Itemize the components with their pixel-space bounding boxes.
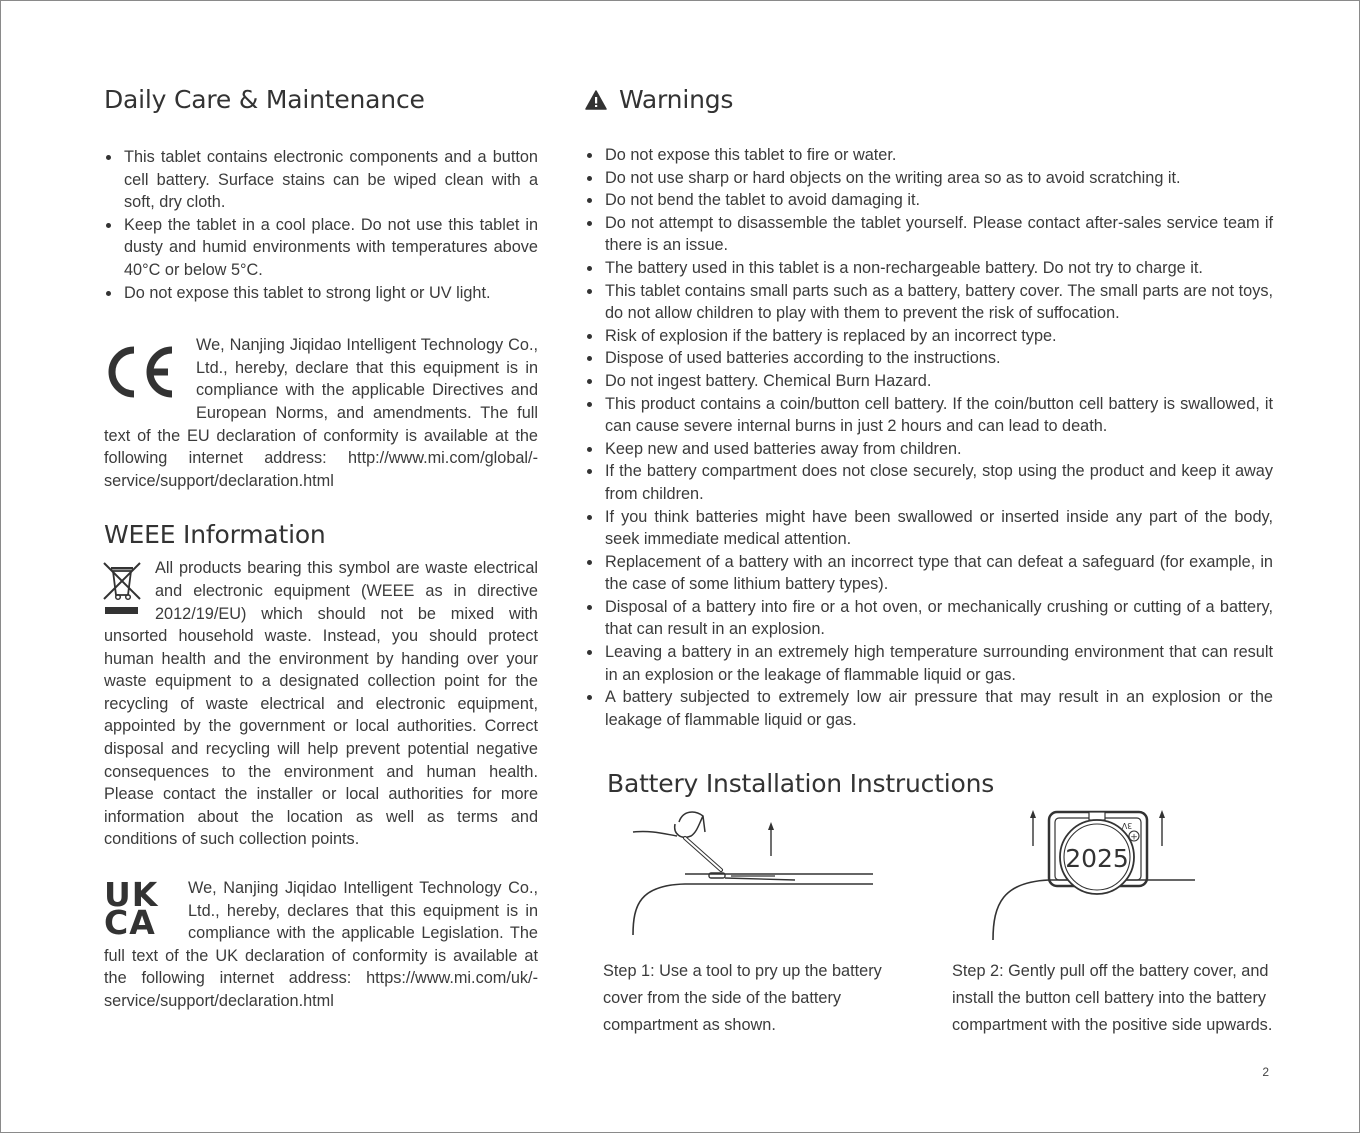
battery-voltage-label: 3V: [1121, 821, 1133, 831]
step1-text: Step 1: Use a tool to pry up the battery cover from the side of the battery compartment as shown.: [603, 962, 882, 1035]
warning-item: Do not attempt to disassemble the tablet yourself. Please contact after-sales service team if there is an issue.: [585, 212, 1273, 257]
daily-care-heading: Daily Care & Maintenance: [104, 85, 425, 114]
warning-item: Disposal of a battery into fire or a hot oven, or mechanically crushing or cutting of a battery, that can result in an explosion.: [585, 596, 1273, 641]
warning-triangle-icon: [585, 90, 607, 110]
warning-item: Do not bend the tablet to avoid damaging it.: [585, 189, 1273, 212]
warning-item: If you think batteries might have been swallowed or inserted inside any part of the body, seek immediate medical attention.: [585, 506, 1273, 551]
ce-declaration-text: We, Nanjing Jiqidao Intelligent Technology Co., Ltd., hereby, declare that this equipment is in compliance with the applicable Directives and European Norms, and amendments. The full text of the EU declaration of conformity is available at the following internet address: http://www.mi.com/global/-service/support/declaration.html: [104, 336, 538, 490]
ukca-declaration: [104, 877, 538, 1013]
warning-item: Replacement of a battery with an incorrect type that can defeat a safeguard (for example, in the case of some lithium battery types).: [585, 551, 1273, 596]
battery-plus-label: +: [1130, 832, 1138, 843]
ukca-mark-line2: CA: [104, 903, 156, 943]
warnings-header: [585, 85, 1273, 114]
warning-item: Dispose of used batteries according to the instructions.: [585, 347, 1273, 370]
warning-item: The battery used in this tablet is a non-rechargeable battery. Do not try to charge it.: [585, 257, 1273, 280]
warning-item: Leaving a battery in an extremely high temperature surrounding environment that can result in an explosion or the leakage of flammable liquid or gas.: [585, 641, 1273, 686]
ukca-declaration-text: We, Nanjing Jiqidao Intelligent Technology Co., Ltd., hereby, declares that this equipment is in compliance with the applicable Legislation. The full text of the UK declaration of conformity is available at the following internet address: https://www.mi.com/uk/-service/support/declaration.html: [104, 879, 538, 1010]
weee-heading: WEEE Information: [104, 520, 326, 550]
ce-mark-icon: [104, 338, 184, 404]
weee-text: All products bearing this symbol are waste electrical and electronic equipment (WEEE as in directive 2012/19/EU) which should not be mixed with unsorted household waste. Instead, you should protect human health and the environment by handing over your waste equipment to a designated collection point for the recycling of waste electrical and electronic equipment, appointed by the government or local authorities. Correct disposal and recycling will help prevent potential negative consequences to the environment and human health. Please contact the installer or local authorities for more information about the location as well as terms and conditions of such collection points.: [104, 559, 538, 849]
step1-illustration: [625, 810, 885, 945]
warning-item: Keep new and used batteries away from children.: [585, 438, 1273, 461]
warning-item: Do not expose this tablet to fire or water.: [585, 144, 1273, 167]
battery-model-label: 2025: [1065, 844, 1129, 874]
warning-item: Do not ingest battery. Chemical Burn Hazard.: [585, 370, 1273, 393]
daily-care-item: Keep the tablet in a cool place. Do not use this tablet in dusty and humid environments with temperatures above 40°C or below 5°C.: [104, 214, 538, 282]
warning-item: This product contains a coin/button cell battery. If the coin/button cell battery is swallowed, it can cause severe internal burns in just 2 hours and can lead to death.: [585, 393, 1273, 438]
daily-care-item: This tablet contains electronic components and a button cell battery. Surface stains can be wiped clean with a soft, dry cloth.: [104, 146, 538, 214]
crossed-bin-icon: [102, 559, 144, 619]
left-column: [104, 85, 538, 1013]
warning-item: Risk of explosion if the battery is replaced by an incorrect type.: [585, 325, 1273, 348]
ukca-mark-line1: UK: [104, 875, 159, 915]
right-column: [585, 85, 1273, 1098]
battery-steps: [585, 798, 1273, 1098]
warning-item: A battery subjected to extremely low air pressure that may result in an explosion or the leakage of flammable liquid or gas.: [585, 686, 1273, 731]
warning-item: This tablet contains small parts such as a battery, battery cover. The small parts are not toys, do not allow children to play with them to prevent the risk of suffocation.: [585, 280, 1273, 325]
daily-care-list: [104, 146, 538, 304]
warning-item: Do not use sharp or hard objects on the writing area so as to avoid scratching it.: [585, 167, 1273, 190]
battery-installation-heading: Battery Installation Instructions: [607, 769, 995, 799]
page-number: 2: [1262, 1065, 1269, 1079]
warnings-list: [585, 144, 1273, 731]
warning-item: If the battery compartment does not close securely, stop using the product and keep it away from children.: [585, 460, 1273, 505]
ukca-mark-icon: [104, 875, 176, 943]
step2-illustration: [989, 804, 1199, 949]
warnings-heading: Warnings: [619, 85, 734, 114]
step2-text: Step 2: Gently pull off the battery cover, and install the button cell battery into the battery compartment with the positive side upwards.: [952, 962, 1273, 1035]
daily-care-item: Do not expose this tablet to strong light or UV light.: [104, 282, 538, 305]
weee-section: [104, 520, 538, 851]
ce-declaration: [104, 334, 538, 492]
